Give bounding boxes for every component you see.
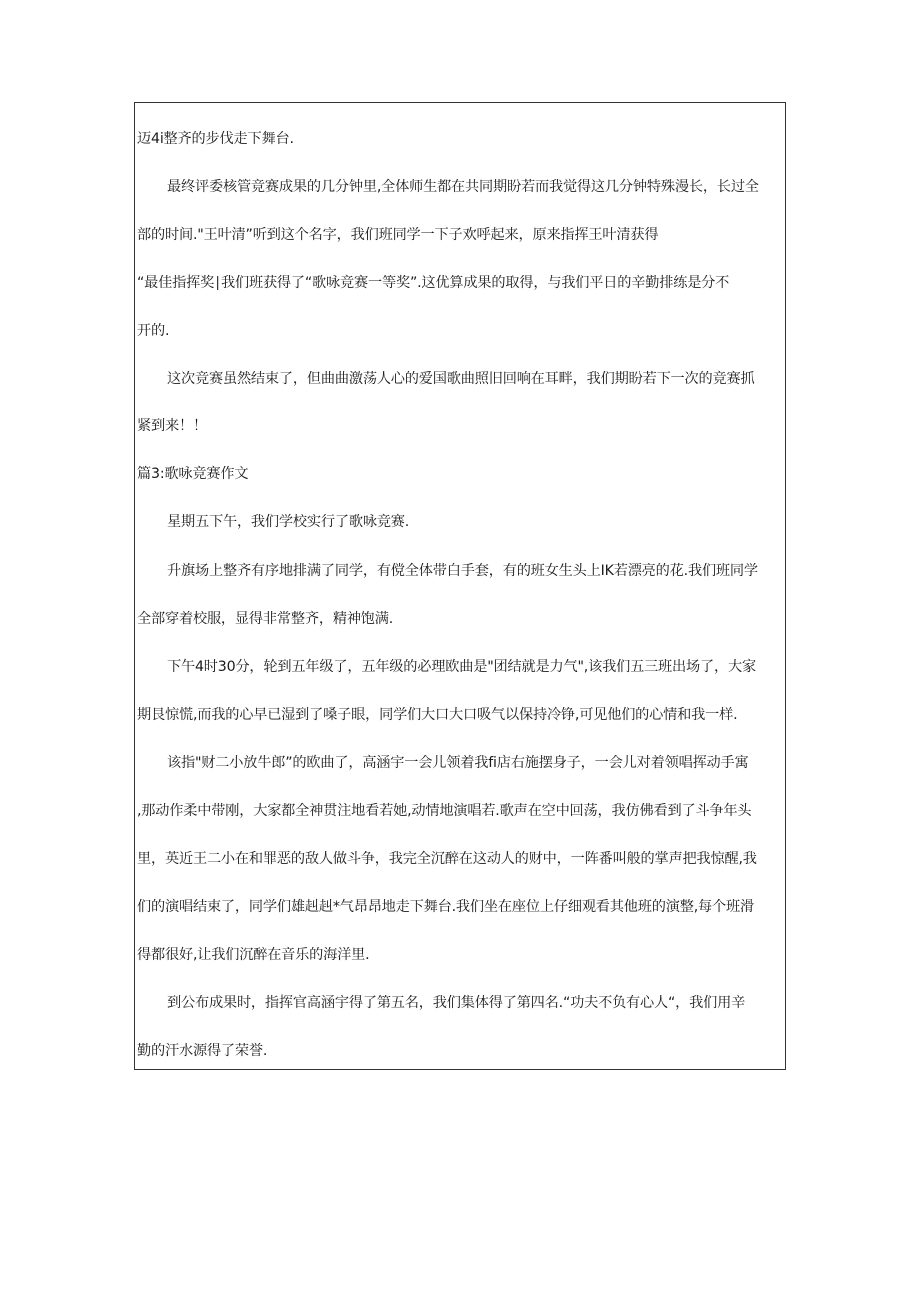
paragraph-start: 该指"财二小放牛郎”的欧曲了，高涵宇一会儿领着我fi店右施摆身子，一会儿对着领唱挥动手寓 [167, 755, 749, 771]
text-line: 部的时间."王叶清”听到这个名字，我们班同学一下子欢呼起来，原来指挥王叶清获得 [137, 227, 659, 243]
text-line: 紧到来！！ [137, 418, 207, 434]
text-line: ,那动作柔中带刚，大家都全神贯注地看若她,动情地演唱若.歌声在空中回荡，我仿佛看到了斗争年头 [137, 803, 752, 819]
text-line: “最佳指挥奖∣我们班获得了“歌咏竞赛一等奖”.这优算成果的取得，与我们平日的辛勤排练是分不 [137, 275, 730, 291]
document-frame [134, 102, 786, 1070]
text-line: 勤的汗水源得了荣誉. [137, 1043, 268, 1059]
paragraph-start: 下午4时30分，轮到五年级了，五年级的必理欧曲是"团结就是力气",该我们五三班出场了，大家 [167, 659, 756, 675]
text-line: 全部穿着校服，显得非常整齐，精神饱满. [137, 611, 394, 627]
paragraph-start: 这次竞赛虽然结束了，但曲曲激荡人心的爱国歌曲照旧回响在耳畔，我们期盼若下一次的竞赛抓 [167, 371, 755, 387]
text-line: 迈4i整齐的步伐走下舞台. [137, 131, 294, 147]
paragraph-start: 星期五下午，我们学校实行了歌咏竞赛. [167, 514, 410, 530]
text-line: 们的演唱结束了，同学们雄赳赳*气昂昂地走下舞台.我们坐在座位上仔细观看其他班的演整,每个班滑 [137, 899, 754, 915]
paragraph-start: 最终评委核管竞赛成果的几分钟里,全体师生都在共同期盼若而我觉得这几分钟特殊漫长，长过全 [167, 179, 759, 195]
paragraph-start: 升旗场上整齐有序地排满了同学，有傥全体带白手套，有的班女生头上IK若漂亮的花.我们班同学 [167, 563, 758, 579]
text-line: 里，英近王二小在和罪恶的敌人做斗争，我完全沉醉在这动人的财中，一阵番叫般的掌声把我惊醒,我 [137, 851, 757, 867]
paragraph-start: 到公布成果时，指挥官高涵宇得了第五名，我们集体得了第四名.“功夫不负有心人“，我们用辛 [167, 995, 746, 1011]
section-heading: 篇3:歌咏竞赛作文 [137, 466, 249, 482]
text-line: 得都很好,让我们沉醉在音乐的海洋里. [137, 947, 370, 963]
text-line: 期艮惊慌,而我的心早已湿到了嗓子眼，同学们大口大口吸气以保持冷铮,可见他们的心情和我一样. [137, 707, 738, 723]
text-line: 开的. [137, 323, 170, 339]
